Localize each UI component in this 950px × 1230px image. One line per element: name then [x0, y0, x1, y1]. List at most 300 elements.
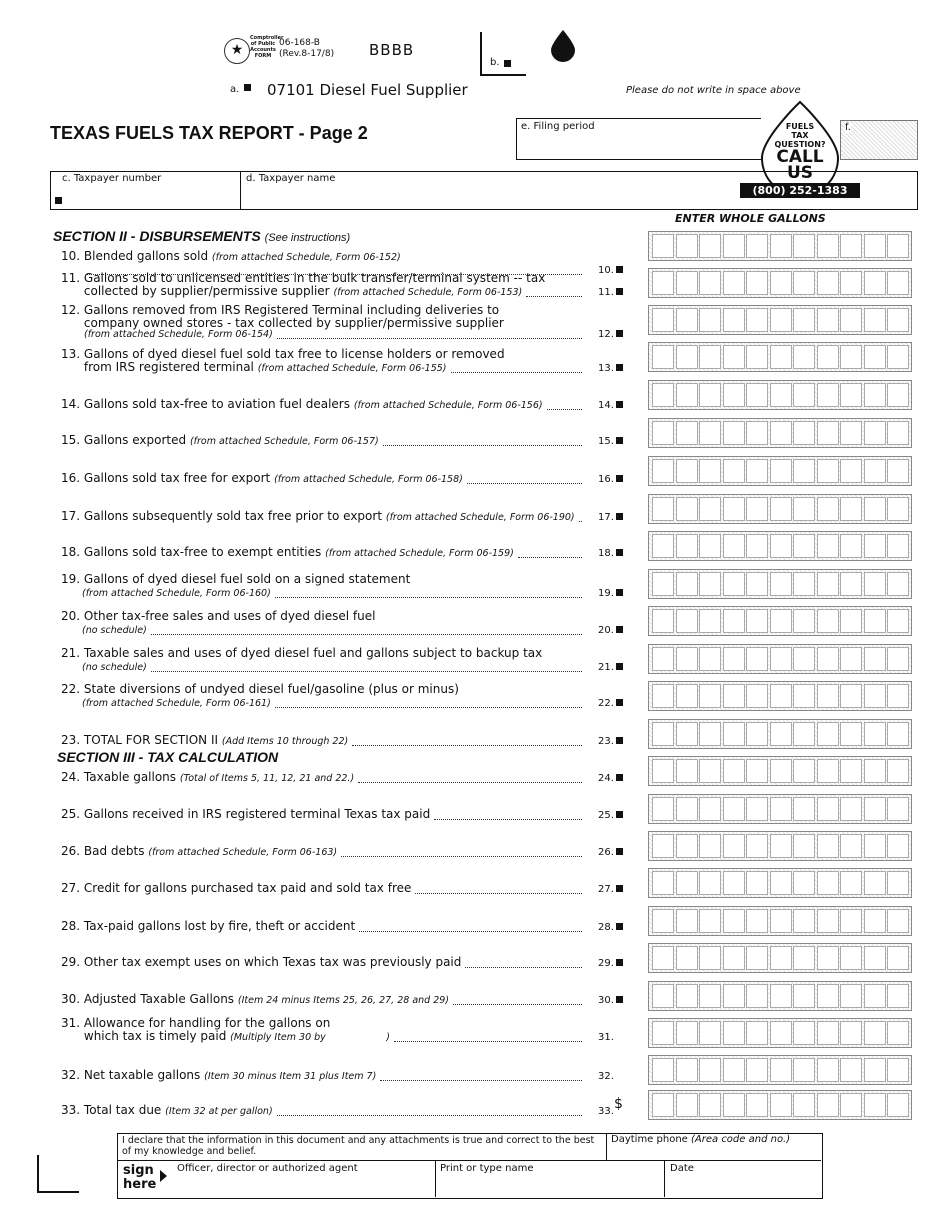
digit-cell[interactable]	[676, 345, 698, 369]
digit-cell[interactable]	[864, 497, 886, 521]
digit-cell[interactable]	[887, 1093, 909, 1117]
digit-cell[interactable]	[864, 684, 886, 708]
digit-cell[interactable]	[676, 722, 698, 746]
digit-cell[interactable]	[723, 1093, 745, 1117]
digit-cell[interactable]	[699, 871, 721, 895]
digit-cell[interactable]	[817, 946, 839, 970]
digit-cell[interactable]	[746, 722, 768, 746]
digit-cell[interactable]	[840, 834, 862, 858]
digit-cell[interactable]	[793, 459, 815, 483]
digit-cell[interactable]	[652, 459, 674, 483]
digit-cell[interactable]	[887, 572, 909, 596]
digit-cell[interactable]	[746, 572, 768, 596]
digit-cell[interactable]	[723, 459, 745, 483]
digit-cell[interactable]	[793, 946, 815, 970]
digit-cell[interactable]	[723, 271, 745, 295]
field-b-box[interactable]	[480, 32, 526, 76]
digit-cell[interactable]	[864, 383, 886, 407]
gallons-entry-box[interactable]	[648, 906, 912, 936]
digit-cell[interactable]	[887, 271, 909, 295]
digit-cell[interactable]	[770, 572, 792, 596]
digit-cell[interactable]	[699, 383, 721, 407]
digit-cell[interactable]	[817, 609, 839, 633]
gallons-entry-box[interactable]	[648, 494, 912, 524]
gallons-entry-box[interactable]	[648, 305, 912, 335]
gallons-entry-box[interactable]	[648, 831, 912, 861]
digit-cell[interactable]	[793, 1021, 815, 1045]
digit-cell[interactable]	[793, 572, 815, 596]
digit-cell[interactable]	[840, 234, 862, 258]
digit-cell[interactable]	[864, 459, 886, 483]
digit-cell[interactable]	[864, 909, 886, 933]
digit-cell[interactable]	[887, 421, 909, 445]
digit-cell[interactable]	[652, 271, 674, 295]
digit-cell[interactable]	[793, 609, 815, 633]
digit-cell[interactable]	[676, 984, 698, 1008]
digit-cell[interactable]	[723, 345, 745, 369]
digit-cell[interactable]	[887, 1021, 909, 1045]
digit-cell[interactable]	[770, 984, 792, 1008]
digit-cell[interactable]	[817, 722, 839, 746]
leader-dots	[547, 409, 582, 410]
digit-cell[interactable]	[887, 834, 909, 858]
digit-cell[interactable]	[699, 984, 721, 1008]
digit-cell[interactable]	[699, 234, 721, 258]
digit-cell[interactable]	[864, 345, 886, 369]
digit-cell[interactable]	[699, 421, 721, 445]
digit-cell[interactable]	[723, 609, 745, 633]
digit-cell[interactable]	[793, 722, 815, 746]
digit-cell[interactable]	[676, 459, 698, 483]
gallons-entry-box[interactable]	[648, 756, 912, 786]
digit-cell[interactable]	[840, 909, 862, 933]
digit-cell[interactable]	[723, 572, 745, 596]
digit-cell[interactable]	[723, 497, 745, 521]
digit-cell[interactable]	[840, 1093, 862, 1117]
digit-cell[interactable]	[840, 497, 862, 521]
digit-cell[interactable]	[723, 383, 745, 407]
digit-cell[interactable]	[746, 647, 768, 671]
digit-cell[interactable]	[699, 1021, 721, 1045]
digit-cell[interactable]	[840, 572, 862, 596]
gallons-entry-box[interactable]	[648, 531, 912, 561]
digit-cell[interactable]	[793, 271, 815, 295]
digit-cell[interactable]	[793, 797, 815, 821]
digit-cell[interactable]	[887, 383, 909, 407]
digit-cell[interactable]	[793, 345, 815, 369]
digit-cell[interactable]	[887, 308, 909, 332]
digit-cell[interactable]	[840, 1021, 862, 1045]
digit-cell[interactable]	[864, 647, 886, 671]
digit-cell[interactable]	[840, 345, 862, 369]
digit-cell[interactable]	[676, 572, 698, 596]
digit-cell[interactable]	[770, 909, 792, 933]
digit-cell[interactable]	[793, 308, 815, 332]
digit-cell[interactable]	[676, 271, 698, 295]
gallons-entry-box[interactable]	[648, 981, 912, 1011]
digit-cell[interactable]	[793, 834, 815, 858]
digit-cell[interactable]	[840, 459, 862, 483]
digit-cell[interactable]	[887, 1058, 909, 1082]
digit-cell[interactable]	[746, 497, 768, 521]
digit-cell[interactable]	[652, 534, 674, 558]
digit-cell[interactable]	[817, 421, 839, 445]
digit-cell[interactable]	[676, 797, 698, 821]
digit-cell[interactable]	[864, 572, 886, 596]
digit-cell[interactable]	[746, 609, 768, 633]
digit-cell[interactable]	[887, 609, 909, 633]
digit-cell[interactable]	[817, 234, 839, 258]
digit-cell[interactable]	[793, 759, 815, 783]
digit-cell[interactable]	[652, 834, 674, 858]
digit-cell[interactable]	[817, 871, 839, 895]
digit-cell[interactable]	[746, 909, 768, 933]
gallons-entry-box[interactable]	[648, 1055, 912, 1085]
digit-cell[interactable]	[887, 871, 909, 895]
digit-cell[interactable]	[652, 308, 674, 332]
gallons-entry-box[interactable]	[648, 868, 912, 898]
digit-cell[interactable]	[887, 345, 909, 369]
digit-cell[interactable]	[676, 909, 698, 933]
digit-cell[interactable]	[864, 271, 886, 295]
officer-signature-field[interactable]	[177, 1163, 358, 1174]
digit-cell[interactable]	[817, 647, 839, 671]
digit-cell[interactable]	[652, 759, 674, 783]
digit-cell[interactable]	[817, 308, 839, 332]
digit-cell[interactable]	[746, 271, 768, 295]
digit-cell[interactable]	[887, 497, 909, 521]
date-field[interactable]	[670, 1163, 694, 1174]
gallons-entry-box[interactable]	[648, 231, 912, 261]
digit-cell[interactable]	[699, 572, 721, 596]
digit-cell[interactable]	[840, 421, 862, 445]
digit-cell[interactable]	[770, 722, 792, 746]
digit-cell[interactable]	[817, 684, 839, 708]
digit-cell[interactable]	[770, 497, 792, 521]
gallons-entry-box[interactable]	[648, 569, 912, 599]
digit-cell[interactable]	[746, 383, 768, 407]
digit-cell[interactable]	[652, 1021, 674, 1045]
digit-cell[interactable]	[699, 1058, 721, 1082]
digit-cell[interactable]	[652, 383, 674, 407]
digit-cell[interactable]	[793, 871, 815, 895]
digit-cell[interactable]	[793, 1093, 815, 1117]
digit-cell[interactable]	[770, 834, 792, 858]
digit-cell[interactable]	[652, 497, 674, 521]
digit-cell[interactable]	[793, 984, 815, 1008]
taxpayer-number-field[interactable]	[64, 186, 238, 206]
digit-cell[interactable]	[676, 647, 698, 671]
digit-cell[interactable]	[864, 797, 886, 821]
digit-cell[interactable]	[652, 797, 674, 821]
gallons-entry-box[interactable]	[648, 456, 912, 486]
digit-cell[interactable]	[840, 871, 862, 895]
digit-cell[interactable]	[699, 909, 721, 933]
digit-cell[interactable]	[699, 759, 721, 783]
digit-cell[interactable]	[817, 759, 839, 783]
digit-cell[interactable]	[723, 984, 745, 1008]
digit-cell[interactable]	[676, 871, 698, 895]
digit-cell[interactable]	[652, 421, 674, 445]
digit-cell[interactable]	[770, 871, 792, 895]
digit-cell[interactable]	[864, 1093, 886, 1117]
digit-cell[interactable]	[746, 234, 768, 258]
digit-cell[interactable]	[887, 946, 909, 970]
digit-cell[interactable]	[793, 534, 815, 558]
digit-cell[interactable]	[864, 421, 886, 445]
digit-cell[interactable]	[770, 459, 792, 483]
digit-cell[interactable]	[887, 234, 909, 258]
digit-cell[interactable]	[770, 609, 792, 633]
digit-cell[interactable]	[887, 534, 909, 558]
print-name-field[interactable]	[440, 1163, 533, 1174]
digit-cell[interactable]	[699, 345, 721, 369]
digit-cell[interactable]	[770, 1093, 792, 1117]
digit-cell[interactable]	[652, 909, 674, 933]
digit-cell[interactable]	[652, 684, 674, 708]
digit-cell[interactable]	[676, 1093, 698, 1117]
digit-cell[interactable]	[887, 984, 909, 1008]
digit-cell[interactable]	[770, 797, 792, 821]
digit-cell[interactable]	[699, 684, 721, 708]
digit-cell[interactable]	[676, 759, 698, 783]
digit-cell[interactable]	[699, 1093, 721, 1117]
digit-cell[interactable]	[723, 946, 745, 970]
digit-cell[interactable]	[723, 684, 745, 708]
digit-cell[interactable]	[699, 797, 721, 821]
digit-cell[interactable]	[840, 308, 862, 332]
digit-cell[interactable]	[840, 946, 862, 970]
digit-cell[interactable]	[652, 871, 674, 895]
digit-cell[interactable]	[864, 609, 886, 633]
digit-cell[interactable]	[746, 1021, 768, 1045]
digit-cell[interactable]	[817, 984, 839, 1008]
line-item-note: (Total of Items 5, 11, 12, 21 and 22.)	[179, 773, 355, 784]
digit-cell[interactable]	[864, 871, 886, 895]
digit-cell[interactable]	[676, 946, 698, 970]
digit-cell[interactable]	[840, 759, 862, 783]
digit-cell[interactable]	[840, 1058, 862, 1082]
digit-cell[interactable]	[817, 345, 839, 369]
digit-cell[interactable]	[840, 383, 862, 407]
daytime-phone-field[interactable]	[611, 1134, 790, 1145]
digit-cell[interactable]	[699, 647, 721, 671]
digit-cell[interactable]	[840, 534, 862, 558]
digit-cell[interactable]	[746, 345, 768, 369]
digit-cell[interactable]	[864, 834, 886, 858]
line-number	[598, 662, 623, 673]
digit-cell[interactable]	[817, 797, 839, 821]
digit-cell[interactable]	[817, 909, 839, 933]
gallons-entry-box[interactable]	[648, 644, 912, 674]
digit-cell[interactable]	[770, 345, 792, 369]
digit-cell[interactable]	[887, 647, 909, 671]
digit-cell[interactable]	[864, 946, 886, 970]
digit-cell[interactable]	[840, 722, 862, 746]
digit-cell[interactable]	[676, 1058, 698, 1082]
digit-cell[interactable]	[770, 534, 792, 558]
gallons-entry-box[interactable]	[648, 719, 912, 749]
digit-cell[interactable]	[723, 871, 745, 895]
gallons-entry-box[interactable]	[648, 418, 912, 448]
digit-cell[interactable]	[723, 909, 745, 933]
digit-cell[interactable]	[746, 1058, 768, 1082]
digit-cell[interactable]	[770, 308, 792, 332]
digit-cell[interactable]	[770, 383, 792, 407]
digit-cell[interactable]	[676, 684, 698, 708]
officer-label: Officer, director or authorized agent	[177, 1163, 358, 1174]
digit-cell[interactable]	[652, 572, 674, 596]
digit-cell[interactable]	[699, 534, 721, 558]
digit-cell[interactable]	[840, 647, 862, 671]
digit-cell[interactable]	[746, 1093, 768, 1117]
digit-cell[interactable]	[770, 684, 792, 708]
gallons-entry-box[interactable]	[648, 342, 912, 372]
digit-cell[interactable]	[864, 1058, 886, 1082]
digit-cell[interactable]	[746, 834, 768, 858]
digit-cell[interactable]	[817, 834, 839, 858]
digit-cell[interactable]	[652, 345, 674, 369]
digit-cell[interactable]	[770, 1058, 792, 1082]
digit-cell[interactable]	[840, 797, 862, 821]
digit-cell[interactable]	[864, 759, 886, 783]
digit-cell[interactable]	[793, 234, 815, 258]
filing-period-field[interactable]	[516, 118, 761, 160]
digit-cell[interactable]	[652, 609, 674, 633]
digit-cell[interactable]	[699, 722, 721, 746]
digit-cell[interactable]	[699, 497, 721, 521]
digit-cell[interactable]	[652, 722, 674, 746]
digit-cell[interactable]	[793, 383, 815, 407]
digit-cell[interactable]	[817, 1093, 839, 1117]
digit-cell[interactable]	[699, 308, 721, 332]
digit-cell[interactable]	[676, 834, 698, 858]
digit-cell[interactable]	[676, 1021, 698, 1045]
digit-cell[interactable]	[817, 534, 839, 558]
gallons-entry-box[interactable]	[648, 1090, 912, 1120]
digit-cell[interactable]	[793, 684, 815, 708]
digit-cell[interactable]	[770, 234, 792, 258]
digit-cell[interactable]	[652, 1093, 674, 1117]
digit-cell[interactable]	[676, 497, 698, 521]
digit-cell[interactable]	[746, 459, 768, 483]
digit-cell[interactable]	[699, 834, 721, 858]
taxpayer-name-field[interactable]	[246, 186, 736, 206]
digit-cell[interactable]	[887, 759, 909, 783]
gallons-entry-box[interactable]	[648, 794, 912, 824]
digit-cell[interactable]	[864, 722, 886, 746]
digit-cell[interactable]	[793, 497, 815, 521]
digit-cell[interactable]	[887, 909, 909, 933]
digit-cell[interactable]	[864, 984, 886, 1008]
digit-cell[interactable]	[864, 308, 886, 332]
digit-cell[interactable]	[699, 459, 721, 483]
digit-cell[interactable]	[746, 946, 768, 970]
digit-cell[interactable]	[652, 984, 674, 1008]
digit-cell[interactable]	[723, 797, 745, 821]
digit-cell[interactable]	[699, 609, 721, 633]
digit-cell[interactable]	[770, 421, 792, 445]
digit-cell[interactable]	[746, 534, 768, 558]
digit-cell[interactable]	[887, 684, 909, 708]
gallons-entry-box[interactable]	[648, 268, 912, 298]
digit-cell[interactable]	[723, 1058, 745, 1082]
digit-cell[interactable]	[746, 759, 768, 783]
digit-cell[interactable]	[840, 684, 862, 708]
digit-cell[interactable]	[817, 497, 839, 521]
digit-cell[interactable]	[723, 1021, 745, 1045]
digit-cell[interactable]	[723, 647, 745, 671]
digit-cell[interactable]	[699, 946, 721, 970]
digit-cell[interactable]	[723, 534, 745, 558]
gallons-entry-box[interactable]	[648, 606, 912, 636]
digit-cell[interactable]	[723, 759, 745, 783]
digit-cell[interactable]	[770, 946, 792, 970]
gallons-entry-box[interactable]	[648, 380, 912, 410]
digit-cell[interactable]	[723, 308, 745, 332]
digit-cell[interactable]	[840, 271, 862, 295]
digit-cell[interactable]	[746, 421, 768, 445]
digit-cell[interactable]	[652, 946, 674, 970]
gallons-entry-box[interactable]	[648, 943, 912, 973]
digit-cell[interactable]	[676, 534, 698, 558]
digit-cell[interactable]	[723, 421, 745, 445]
digit-cell[interactable]	[676, 234, 698, 258]
digit-cell[interactable]	[887, 797, 909, 821]
digit-cell[interactable]	[652, 1058, 674, 1082]
digit-cell[interactable]	[793, 421, 815, 445]
digit-cell[interactable]	[676, 383, 698, 407]
digit-cell[interactable]	[817, 271, 839, 295]
digit-cell[interactable]	[770, 647, 792, 671]
digit-cell[interactable]	[864, 234, 886, 258]
digit-cell[interactable]	[864, 1021, 886, 1045]
digit-cell[interactable]	[817, 1021, 839, 1045]
gallons-entry-box[interactable]	[648, 1018, 912, 1048]
digit-cell[interactable]	[887, 722, 909, 746]
digit-cell[interactable]	[770, 271, 792, 295]
digit-cell[interactable]	[676, 308, 698, 332]
digit-cell[interactable]	[746, 684, 768, 708]
digit-cell[interactable]	[746, 308, 768, 332]
gallons-entry-box[interactable]	[648, 681, 912, 711]
digit-cell[interactable]	[817, 383, 839, 407]
digit-cell[interactable]	[793, 647, 815, 671]
digit-cell[interactable]	[817, 459, 839, 483]
digit-cell[interactable]	[723, 234, 745, 258]
digit-cell[interactable]	[746, 984, 768, 1008]
digit-cell[interactable]	[840, 984, 862, 1008]
digit-cell[interactable]	[652, 234, 674, 258]
digit-cell[interactable]	[723, 722, 745, 746]
digit-cell[interactable]	[770, 1021, 792, 1045]
digit-cell[interactable]	[793, 909, 815, 933]
digit-cell[interactable]	[676, 421, 698, 445]
digit-cell[interactable]	[652, 647, 674, 671]
digit-cell[interactable]	[840, 609, 862, 633]
digit-cell[interactable]	[746, 797, 768, 821]
digit-cell[interactable]	[770, 759, 792, 783]
digit-cell[interactable]	[887, 459, 909, 483]
digit-cell[interactable]	[746, 871, 768, 895]
digit-cell[interactable]	[676, 609, 698, 633]
digit-cell[interactable]	[699, 271, 721, 295]
digit-cell[interactable]	[723, 834, 745, 858]
digit-cell[interactable]	[817, 1058, 839, 1082]
digit-cell[interactable]	[864, 534, 886, 558]
digit-cell[interactable]	[793, 1058, 815, 1082]
digit-cell[interactable]	[817, 572, 839, 596]
